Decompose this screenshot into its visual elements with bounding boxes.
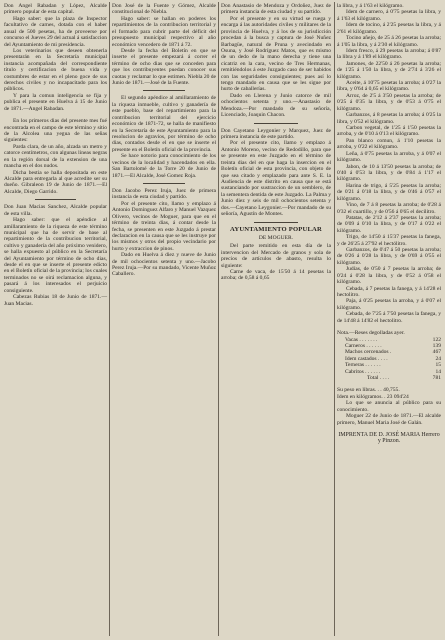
price-entry: Vino, de 7 á 8 pesetas la arroba; de 0'28 á 0'32 el cuartillo, y de 0'56 á 0'65 el decilitro. <box>337 202 441 215</box>
paragraph: Don Angel Rabadan y López, Alcalde primero popular de esta capital. <box>4 3 107 16</box>
paragraph: Dado en Huelva á diez y nueve de Junio de mil ochocientos setenta y uno.—Jacobo Perez Iruja.—Por su mandado, Vicente Muñoz Caballero. <box>112 252 216 278</box>
paragraph: En los primeros dias del presente mes fué encontrada en el campo de este término y sitio de la Alcolea una yegua de las señas siguientes: <box>4 118 107 144</box>
price-entry: Jabon, de 10 á 13'50 pesetas la arroba; de 0'40 á 0'53 la libra, y de 0'84 á 1'17 el kilógramo. <box>337 163 441 183</box>
paragraph: Dicha bestia se halla depositada en este Alcalde para entregarla al que acredite ser su dueño. Gibraleon 19 de Junio de 1871.—El Alcalde, Diego Garrido. <box>4 169 107 195</box>
price-entry: Idem de carnero, á 0'75 pesetas la libra, y á 1'63 el kilógramo. <box>337 9 441 22</box>
cattle-label: Terneras . . . . . . <box>345 362 381 369</box>
cattle-value: 467 <box>432 349 441 356</box>
paragraph: Por el presente y en su virtud se ruega y encarga á las autoridades civiles y militares de la provincia de Huelva, y á los de su jurisdicción procedan á la busca y captura de José Nuñez Barbagüe, natural de Pruna y avecindado en Osuna, y José Rodríguez Matos, que es mismo de un dedo de la mano derecha y tiene una cicatriz en la cara, vecino de Tres Hermanas, remitiéndolos á este Juzgado caso de ser habidos con las seguridades consiguientes; pues así lo tengo mandado en causa que se les sigue por hurto de caballerías. <box>221 15 331 93</box>
paragraph: Por el presente cito, llamo y emplazo á Antonio Dominguez Alfaro y Manuel Vazquez Olivero, vecinos de Moguer, para que en el término de treinta dias, á contar desde la fecha, se presenten en este Juzgado á prestar declaracion en la causa que se les instruye por los mismos y otros del propio vecindario por hurto y extraccion de pinos. <box>112 200 216 252</box>
paragraph: Por el presente cito, llamo y emplazo á Antonio Moreno, vecino de Redodillo, para que se presente en este Juzgado en el término de treinta dias del en que haga la insercion en el Boletín oficial de esta provincia, con objeto de que sea citado y emplazado para ante S. E. la Audiencia de este distrito en causa que se está sustanciando por sustraccion de un semblero, de la sementera dentida de este Juzgado. La Palma y Junio diez y seis de mil ochocientos setenta y dos.—Cayetano Leygonier.—Por mandado de su señoría, Agustín de Montes. <box>221 140 331 218</box>
notice-line: Lo que se anuncia al público para su conocimiento. <box>337 400 441 413</box>
separator-rule <box>143 90 185 91</box>
price-entry: Pan blanco comun, á 1'10 pesetas la arroba, y 0'22 el kilógramo. <box>337 137 441 151</box>
column-rule <box>109 2 110 636</box>
notice-tail <box>337 387 441 426</box>
paragraph: Hago saber: que la plaza de Inspector facultativo de carnes, dotada con el haber anual de 500 pesetas, ha de proveerse por concurso el Jueves 29 del actual á satisfaccion del Ayuntamiento de mi presidencia. <box>4 15 107 48</box>
imprint: IMPRENTA DE D. JOSÉ MARIA Herrero y Pinzon. <box>338 432 440 445</box>
paragraph: Hago saber: se hallan en poderes los repartimientos de la contribucion territorial y el formado para cubrir parte del déficit del presupuesto municipal respectivo al año económico vencedero de 1871 á 72. <box>112 15 216 48</box>
price-entry: Trigo, de 14'50 á 15'37 pesetas la fanega, y de 26'25 á 27'92 el hectólitro. <box>337 234 441 247</box>
price-entry: Harina de trigo, á 5'25 pesetas la arroba; de 0'21 á 0'18 la libra, y de 0'46 á 0'57 el kilógramo. <box>337 182 441 202</box>
price-entry: Idem de tocino, á 2'25 pesetas la libra, y á 2'61 el kilógramo. <box>337 22 441 35</box>
price-entry: Cebada, de 7'25 á 7'50 pesetas la fanega, y de 14'48 á 14'82 el hectolitro. <box>337 311 441 324</box>
price-entry: Jamones, de 22'50 á 26 pesetas la arroba; de 1'25 á 1'50 la libra, y de 2'74 á 3'26 el kilógramo. <box>337 60 441 80</box>
price-list <box>337 3 441 324</box>
paragraph: Del parte remitido en esta día de la intervencion del Mercado de granos y sola de precios de artículos de abasto, resulta lo siguiente: <box>221 243 331 269</box>
column-3 <box>221 3 331 282</box>
cattle-total-label: Total . . . . <box>367 375 390 382</box>
paragraph: Parda clara, de un año, alzada un metro y catorce centímetros, con algunas lineas negras en la región dorsal de la extension de una mancha en el dos nudos. <box>4 143 107 170</box>
paragraph: Se hace notorio para conocimiento de los vecinos de la localidad y hacendados en ella. San Bartolomé de la Torre 20 de Junio de 1871.—El Alcalde, José Gomez Roja. <box>112 153 216 179</box>
price-entry: Cebada, á 7 pesetas la fanega, y á 14'28 el hectolitro. <box>337 285 441 298</box>
price-entry: Garbanzos, de 0'47 á 50 pesetas la arroba; de 0'26 á 0'28 la libra, y de 0'69 á 0'55 el kilógramo. <box>337 247 441 266</box>
paragraph: Don José de la Fuente y Gómez, Alcalde constitucional de Niebla. <box>112 3 216 16</box>
price-entry: Leña, á 0'75 pesetas la arroba, y á 0'07 el kilógramo. <box>337 150 441 164</box>
notice-line: Idem en kilógramos. . 23 094'24 <box>337 393 409 400</box>
paragraph: Cabezas Rubias 18 de Junio de 1871.—Juan Macias. <box>4 294 107 307</box>
column-rule <box>218 2 219 636</box>
cattle-value: 14 <box>435 368 441 375</box>
column-1 <box>4 3 107 307</box>
section-heading: DE MOGUER. <box>258 234 294 241</box>
paragraph: Don Anastasio de Mendoza y Ordoñez, Juez de primera instancia de esta ciudad y su partido. <box>221 3 331 16</box>
paragraph: Don Juan Macias Sanchez, Alcalde popular de esta villa. <box>4 204 107 217</box>
cattle-label: Machos cercenados . <box>345 349 392 356</box>
price-entry: Judías, de 0'50 á 7 pesetas la arroba; de 0'24 á 0'28 la libra, y de 0'52 á 0'58 el kilógramo. <box>337 266 441 286</box>
cattle-label: Vacas . . . . . . . <box>345 336 378 343</box>
notice-line: Moguer 22 de Junio de 1871.—El alcalde primero, Manuel Maria José de Galán. <box>337 413 441 426</box>
column-rule <box>334 2 335 636</box>
cattle-table <box>337 337 441 376</box>
price-entry: Paja, á 0'25 pesetas la arroba, y á 0'07 el kilógramo. <box>337 298 441 311</box>
cattle-value: 139 <box>432 342 441 349</box>
paragraph: Y para la comun inteligencia se fija y publica el presente en Huelva á 15 de Junio de 1871.—Angel Rabadan. <box>4 92 107 112</box>
cattle-value: 122 <box>432 336 441 343</box>
price-entry: la libra, y á 1'63 el kilógramo. <box>337 3 404 9</box>
cattle-value: 24 <box>435 355 441 362</box>
cattle-value: 15 <box>435 362 441 369</box>
price-entry: Aceite, á 10'75 pesetas la arroba; á 0'27 la libra, y 0'64 á 0,65 el kilógramo. <box>337 80 441 93</box>
cattle-label: Idem castados . . . . <box>345 355 388 362</box>
paragraph: Dado en Llerena y Junio catorce de mil ochocientos setenta y uno.—Anastasio de Mendoza.—Por mandado de su señoría, Licenciado, Joaquin Chacon. <box>221 92 331 119</box>
price-entry: Idem fresco, á 29 pesetas la arroba; á 0'87 la libra y á 1'89 el kilógramo. <box>337 47 441 61</box>
separator-rule <box>35 199 76 200</box>
section-heading: AYUNTAMIENTO POPULAR <box>230 225 322 233</box>
paragraph: Desde la fecha del Boletín en que se inserte el presente empezará á correr el término de ocho dias que se conceden para que los contribuyentes puedan conocer sus cuotas y reclamar lo que estimen. Niebla 20 de Junio de 1871.—José de la Fuente. <box>112 47 216 87</box>
separator-rule <box>143 183 185 184</box>
price-entry: Arroz, de 2'5 á 3'50 pesetas la arroba; de 0'25 á 0'35 la libra, y de 0'53 á 0'75 el kilógramo. <box>337 92 441 112</box>
cattle-title: Nota.—Reses degolladas ayer. <box>337 330 405 337</box>
notice-line: Su peso en libras. . . 40,755. <box>337 387 400 394</box>
cattle-total-value: 781 <box>432 375 441 382</box>
separator-rule <box>254 123 298 124</box>
paragraph: Los veterinarios que deseen obtenerla presentarán en la Secretaría municipal instancia acompañada del correspondiente título y certificacion de buena vida y costumbres de estar en el pleno goce de sus derechos civiles y no incapacitado para los públicos. <box>4 47 107 93</box>
price-entry: Carbon vegetal, de 1'25 á 1'50 pesetas la arroba, y de 0'10 á 0'13 el kilógramo. <box>337 125 441 138</box>
paragraph: Hago saber: que el apéndice al amillaramiento de la riqueza de este término municipal que ha de servir de base al repartimiento de la contribucion territorial, cultivo y ganadería del año próximo venidero, se halla expuesto al público en la Secretaría del Ayuntamiento por término de ocho dias, desde el en que se inserte el presente edicto en el Boletín oficial de la provincia; los cuales terminados no se oirá reclamacion alguna, y pasará á los interesados el perjuicio consiguiente. <box>4 217 107 294</box>
price-entry: Tocino añejo, de 25 á 26 pesetas la arroba; á 1'05 la libra, y á 2'30 el kilógramo. <box>337 35 441 48</box>
paragraph: Carne de vaca, de 15'50 á 14 pesetas la arroba; de 0,58 á 0,65 <box>221 269 331 282</box>
paragraph: El segundo apéndice al amillaramiento de la riqueza inmueble, cultivo y ganadería de este pueblo, base del repartimiento para la contribucion territorial del ejercicio económico de 1871-72, se halla de manifiesto en la Secretaría de este Ayuntamiento para la resolucion de agravios, por término de ocho dias, contados desde el en que se inserte el presente en el Boletín oficial de la provincia. <box>112 95 216 153</box>
price-entry: Garbanzos, á 8 pesetas la arroba; á 0'25 la libra, y 0'52 el kilógramo. <box>337 112 441 125</box>
cattle-label: Cabritos . . . . . . <box>345 368 381 375</box>
separator-rule <box>254 222 298 223</box>
column-4 <box>337 3 441 451</box>
cattle-label: Carneros . . . . . . <box>345 342 382 349</box>
price-entry: Patatas, de 2'12 á 2'37 pesetas la arroba; de 0'09 á 0'10 la libra, y de 0'17 á 0'22 el kilógramo. <box>337 214 441 234</box>
paragraph: Don Jacobo Perez Iruja, Juez de primera instancia de esta ciudad y partido. <box>112 187 216 201</box>
paragraph: Don Cayetano Leygonier y Marquez, Juez de primera instancia de este partido. <box>221 127 331 141</box>
column-2 <box>112 3 216 278</box>
